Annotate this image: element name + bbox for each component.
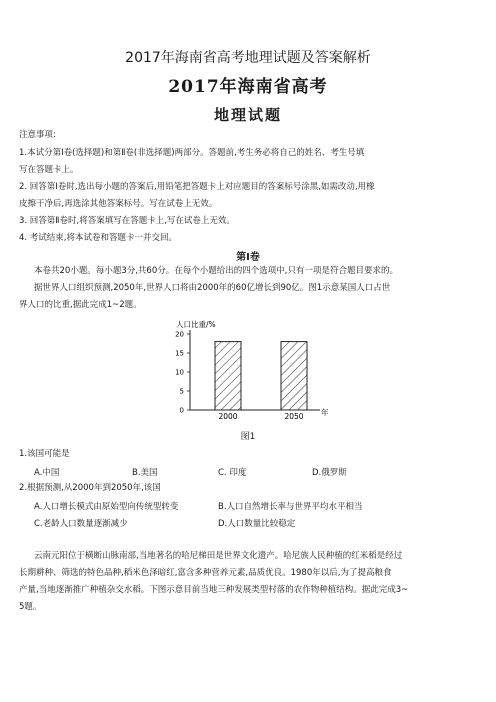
x-tick-labels (218, 412, 303, 421)
passage-line: 据世界人口组织预测,2050年,世界人口将由2000年的60亿增长到90亿。图1示意某国人口占世 (34, 283, 391, 293)
question-option: C. 印度 (218, 468, 247, 478)
passage-line: 云南元阳位于横断山脉南部,当地著名的哈尼梯田是世界文化遗产。哈尼族人民种植的红米稻是经过 (34, 551, 403, 561)
exam-heading: 2017年海南省高考 (168, 77, 328, 97)
x-tick-label: 2050 (284, 412, 304, 421)
question-stem: 2.根据预测,从2000年到2050年,该国 (19, 483, 161, 493)
question-option: A.人口增长模式由原始型向传统型转变 (34, 502, 179, 512)
question-option: B.人口自然增长率与世界平均水平相当 (218, 502, 363, 512)
notice-item: 皮擦干净后,再选涂其他答案标号。写在试卷上无效。 (19, 199, 218, 209)
figure-caption: 图1 (240, 432, 256, 442)
notice-item: 写在答题卡上。 (19, 165, 79, 175)
y-tick-label: 10 (175, 368, 184, 377)
y-tick-label: 0 (179, 406, 184, 415)
section-intro: 本卷共20小题。每小题3分,共60分。在每个小题给出的四个选项中,只有一项是符合题目要求的。 (34, 266, 398, 276)
passage-line: 5题。 (19, 602, 42, 612)
notice-item: 1.本试分第Ⅰ卷(选择题)和第Ⅱ卷(非选择题)两部分。答题前,考生务必将自己的姓名、考生号填 (19, 148, 365, 158)
question-stem: 1.该国可能是 (19, 449, 70, 459)
y-tick-label: 5 (179, 387, 184, 396)
x-axis-label: 年 (321, 408, 329, 417)
question-option: B.美国 (132, 468, 158, 478)
chart-bars (215, 342, 307, 410)
y-tick-label: 20 (175, 330, 184, 339)
notice-item: 4. 考试结束,将本试卷和答题卡一并交回。 (19, 233, 178, 243)
subject-heading: 地理试题 (213, 106, 282, 124)
y-axis-label: 人口比重/% (176, 320, 216, 329)
y-ticks (175, 331, 190, 415)
y-tick-label: 15 (175, 349, 184, 358)
passage-line: 产量,当地逐渐推广种植杂交水稻。下图示意目前当地三种发展类型村落的农作物种植结构。据此完成3~ (19, 585, 409, 595)
population-share-chart (158, 320, 338, 428)
passage-line: 长期耕种、筛选的特色品种,稻米色泽暗红,富含多种营养元素,品质优良。1980年以后,为了提高粮食 (19, 568, 392, 578)
bar-2050 (281, 342, 307, 410)
notice-heading: 注意事项: (19, 130, 56, 140)
question-option: D.人口数量比较稳定 (218, 519, 296, 529)
passage-line: 界人口的比重,据此完成1~2题。 (19, 300, 142, 310)
question-option: C.老龄人口数量逐渐减少 (34, 519, 128, 529)
bar-2000 (215, 342, 241, 410)
notice-item: 2. 回答第Ⅰ卷时,选出每小题的答案后,用铅笔把答题卡上对应题目的答案标号涂黑,如需改动,用橡 (19, 182, 375, 192)
question-option: A.中国 (34, 468, 60, 478)
document-title: 2017年海南省高考地理试题及答案解析 (125, 50, 371, 66)
notice-item: 3. 回答第Ⅱ卷时,将答案填写在答题卡上,写在试卷上无效。 (19, 216, 235, 226)
section-title: 第Ⅰ卷 (236, 252, 260, 263)
question-option: D.俄罗斯 (312, 468, 347, 478)
x-tick-label: 2000 (218, 412, 238, 421)
